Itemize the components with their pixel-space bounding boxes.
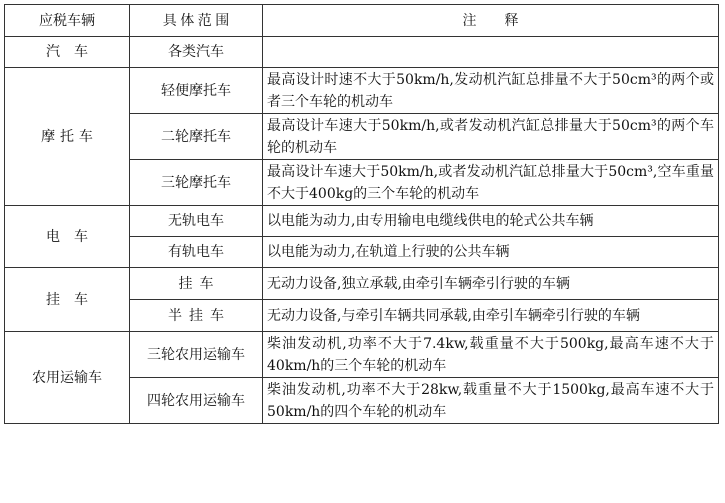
note-cell: 柴油发动机,功率不大于28kw,载重量不大于1500kg,最高车速不大于50km/h的四个车轮的机动车 bbox=[263, 378, 719, 424]
scope-cell: 无轨电车 bbox=[130, 206, 263, 237]
scope-cell: 二轮摩托车 bbox=[130, 114, 263, 160]
category-cell: 汽 车 bbox=[5, 37, 130, 68]
category-cell: 电 车 bbox=[5, 206, 130, 268]
header-vehicle: 应税车辆 bbox=[5, 5, 130, 37]
note-cell: 最高设计车速大于50km/h,或者发动机汽缸总排量大于50cm³,空车重量不大于400kg的三个车轮的机动车 bbox=[263, 160, 719, 206]
scope-cell: 挂车 bbox=[130, 268, 263, 300]
note-cell: 最高设计车速大于50km/h,或者发动机汽缸总排量大于50cm³的两个车轮的机动车 bbox=[263, 114, 719, 160]
note-cell: 无动力设备,独立承载,由牵引车辆牵引行驶的车辆 bbox=[263, 268, 719, 300]
category-cell: 挂 车 bbox=[5, 268, 130, 332]
table-row bbox=[5, 332, 719, 378]
scope-cell: 三轮农用运输车 bbox=[130, 332, 263, 378]
note-cell: 以电能为动力,在轨道上行驶的公共车辆 bbox=[263, 237, 719, 268]
document-page bbox=[4, 4, 719, 424]
note-cell bbox=[263, 37, 719, 68]
table-row bbox=[5, 206, 719, 237]
table-row bbox=[5, 268, 719, 300]
note-cell: 以电能为动力,由专用输电电缆线供电的轮式公共车辆 bbox=[263, 206, 719, 237]
header-note: 注 释 bbox=[263, 5, 719, 37]
vehicle-tax-table bbox=[4, 4, 719, 424]
note-cell: 最高设计时速不大于50km/h,发动机汽缸总排量不大于50cm³的两个或者三个车轮的机动车 bbox=[263, 68, 719, 114]
scope-cell: 四轮农用运输车 bbox=[130, 378, 263, 424]
scope-cell: 轻便摩托车 bbox=[130, 68, 263, 114]
note-cell: 无动力设备,与牵引车辆共同承载,由牵引车辆牵引行驶的车辆 bbox=[263, 300, 719, 332]
table-row bbox=[5, 68, 719, 114]
table-row bbox=[5, 37, 719, 68]
scope-cell: 各类汽车 bbox=[130, 37, 263, 68]
table-header-row bbox=[5, 5, 719, 37]
category-cell: 农用运输车 bbox=[5, 332, 130, 424]
scope-cell: 半挂车 bbox=[130, 300, 263, 332]
header-scope: 具体范围 bbox=[130, 5, 263, 37]
scope-cell: 有轨电车 bbox=[130, 237, 263, 268]
category-cell: 摩托车 bbox=[5, 68, 130, 206]
scope-cell: 三轮摩托车 bbox=[130, 160, 263, 206]
note-cell: 柴油发动机,功率不大于7.4kw,载重量不大于500kg,最高车速不大于40km/h的三个车轮的机动车 bbox=[263, 332, 719, 378]
